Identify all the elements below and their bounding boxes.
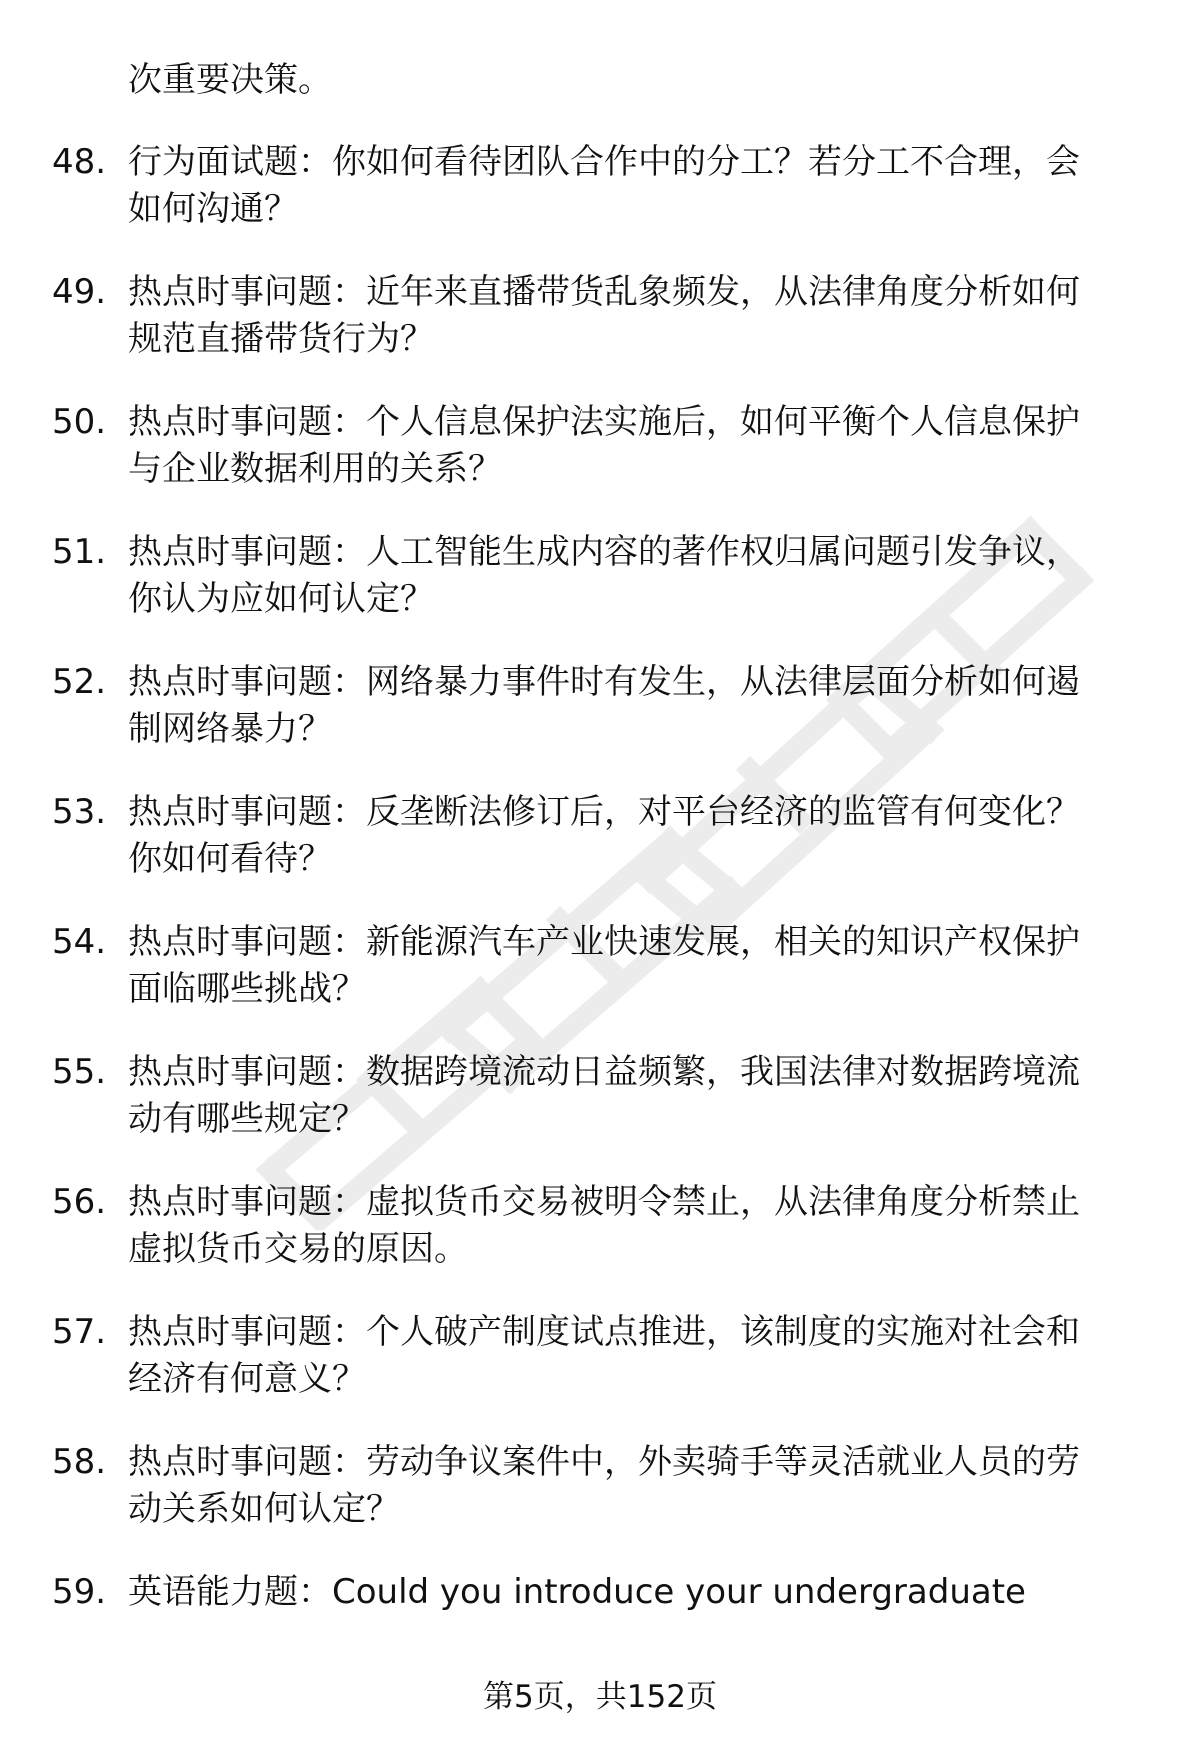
list-item xyxy=(0,788,1200,918)
item-number: 50. xyxy=(52,402,107,442)
item-number: 53. xyxy=(52,792,107,832)
item-text-line-1: 热点时事问题：网络暴力事件时有发生，从法律层面分析如何遏 xyxy=(128,662,1080,702)
item-text-line-1: 热点时事问题：个人破产制度试点推进，该制度的实施对社会和 xyxy=(128,1312,1080,1352)
item-text-line-1: 热点时事问题：新能源汽车产业快速发展，相关的知识产权保护 xyxy=(128,922,1080,962)
question-list xyxy=(0,138,1200,1698)
item-number: 58. xyxy=(52,1442,107,1482)
item-text-line-1: 热点时事问题：个人信息保护法实施后，如何平衡个人信息保护 xyxy=(128,402,1080,442)
item-number: 51. xyxy=(52,532,107,572)
item-number: 48. xyxy=(52,142,107,182)
item-text-line-2: 你认为应如何认定？ xyxy=(128,579,434,619)
item-text-line-2: 经济有何意义？ xyxy=(128,1359,366,1399)
list-item xyxy=(0,918,1200,1048)
continuation-text: 次重要决策。 xyxy=(128,60,332,100)
item-text-line-1: 英语能力题：Could you introduce your undergraduate xyxy=(128,1572,1026,1612)
list-item xyxy=(0,1048,1200,1178)
page-footer: 第5页，共152页 xyxy=(483,1679,717,1715)
item-text-line-1: 热点时事问题：劳动争议案件中，外卖骑手等灵活就业人员的劳 xyxy=(128,1442,1080,1482)
item-text-line-1: 热点时事问题：人工智能生成内容的著作权归属问题引发争议， xyxy=(128,532,1080,572)
item-text-line-2: 动有哪些规定？ xyxy=(128,1099,366,1139)
list-item xyxy=(0,658,1200,788)
list-item xyxy=(0,528,1200,658)
item-number: 56. xyxy=(52,1182,107,1222)
item-number: 52. xyxy=(52,662,107,702)
item-text-line-2: 动关系如何认定？ xyxy=(128,1489,400,1529)
item-number: 54. xyxy=(52,922,107,962)
item-text-line-2: 如何沟通？ xyxy=(128,189,298,229)
item-number: 57. xyxy=(52,1312,107,1352)
item-text-line-1: 热点时事问题：虚拟货币交易被明令禁止，从法律角度分析禁止 xyxy=(128,1182,1080,1222)
item-text-line-2: 与企业数据利用的关系？ xyxy=(128,449,502,489)
list-item xyxy=(0,398,1200,528)
item-text-line-2: 你如何看待？ xyxy=(128,839,332,879)
item-text-line-1: 热点时事问题：近年来直播带货乱象频发，从法律角度分析如何 xyxy=(128,272,1080,312)
item-number: 49. xyxy=(52,272,107,312)
item-number: 59. xyxy=(52,1572,107,1612)
list-item xyxy=(0,138,1200,268)
list-item xyxy=(0,1438,1200,1568)
item-text-line-1: 热点时事问题：反垄断法修订后，对平台经济的监管有何变化？ xyxy=(128,792,1080,832)
item-text-line-2: 面临哪些挑战？ xyxy=(128,969,366,1009)
list-item xyxy=(0,1308,1200,1438)
list-item xyxy=(0,268,1200,398)
item-text-line-1: 行为面试题：你如何看待团队合作中的分工？若分工不合理，会 xyxy=(128,142,1080,182)
list-item xyxy=(0,1178,1200,1308)
item-number: 55. xyxy=(52,1052,107,1092)
item-text-line-2: 虚拟货币交易的原因。 xyxy=(128,1229,468,1269)
item-text-line-2: 规范直播带货行为？ xyxy=(128,319,434,359)
item-text-line-2: 制网络暴力？ xyxy=(128,709,332,749)
item-text-line-1: 热点时事问题：数据跨境流动日益频繁，我国法律对数据跨境流 xyxy=(128,1052,1080,1092)
